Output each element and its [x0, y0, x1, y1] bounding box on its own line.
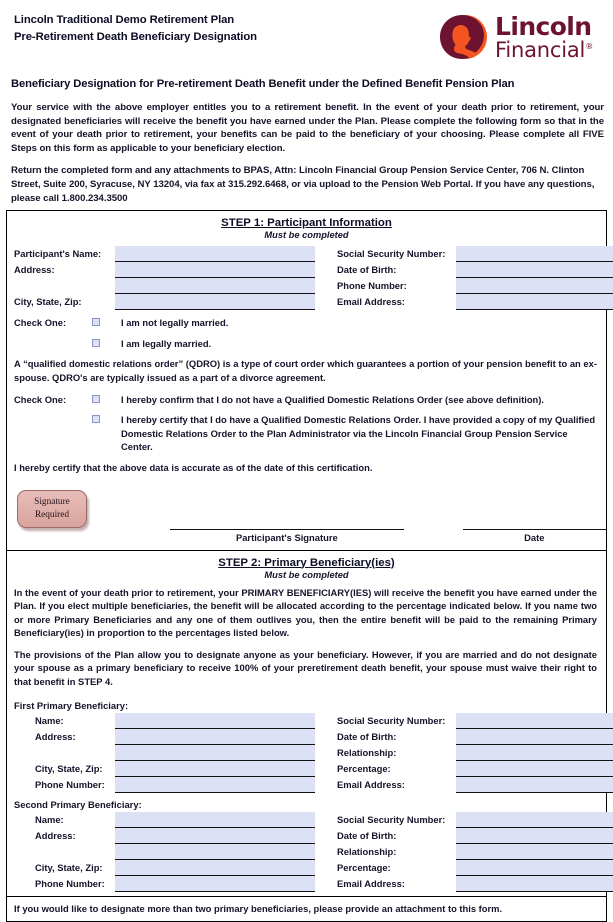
- label-bene2-name: Name:: [35, 813, 64, 825]
- label-email-address: Email Address:: [337, 296, 405, 308]
- label-city-state-zip: City, State, Zip:: [14, 296, 82, 308]
- input-bene1-phone-number[interactable]: [115, 777, 315, 793]
- grid-gap: [315, 828, 337, 844]
- label-bene2-city-state-zip: City, State, Zip:: [35, 861, 103, 873]
- intro-section: [0, 78, 613, 205]
- label-bene2-phone-number: Phone Number:: [35, 877, 105, 889]
- input-address-line-2[interactable]: [115, 278, 315, 294]
- input-bene2-date-of-birth[interactable]: [456, 828, 613, 844]
- logo-wordmark: [495, 13, 593, 61]
- input-bene1-ssn[interactable]: [456, 713, 613, 729]
- input-city-state-zip[interactable]: [115, 294, 315, 310]
- label-bene1-relationship: Relationship:: [337, 746, 397, 758]
- grid-gap: [315, 860, 337, 876]
- label-bene2-address-continued: [14, 844, 115, 860]
- checkbox-not-legally-married[interactable]: [92, 318, 100, 326]
- signature-lines: [7, 529, 606, 543]
- label-bene1-name: Name:: [35, 714, 64, 726]
- signature-button-line-1: Signature: [34, 496, 70, 507]
- input-bene1-address-line-2[interactable]: [115, 745, 315, 761]
- participant-signature-caption: Participant's Signature: [235, 531, 338, 543]
- participant-signature-line-group: [170, 529, 404, 543]
- checkbox-row-married[interactable]: [14, 337, 597, 351]
- grid-gap: [315, 246, 337, 262]
- label-bene2-percentage: Percentage:: [337, 861, 391, 873]
- label-bene1-city-state-zip: City, State, Zip:: [35, 762, 103, 774]
- grid-gap: [315, 278, 337, 294]
- qdro-definition-text: A “qualified domestic relations order” (QDRO) is a type of court order which guarantees a portion of your pension benefit to an ex-spouse. QDRO's are typically issued as a part of a divorce agreement.: [14, 358, 597, 383]
- input-bene1-percentage[interactable]: [456, 761, 613, 777]
- input-bene1-address-line-1[interactable]: [115, 729, 315, 745]
- step-2-subtitle: Must be completed: [264, 569, 349, 580]
- intro-heading: Beneficiary Designation for Pre-retirement Death Benefit under the Defined Benefit Pension Plan: [11, 78, 515, 90]
- input-bene2-address-line-2[interactable]: [115, 844, 315, 860]
- input-bene2-city-state-zip[interactable]: [115, 860, 315, 876]
- grid-gap: [315, 729, 337, 745]
- input-phone-number[interactable]: [456, 278, 613, 294]
- label-bene1-date-of-birth: Date of Birth:: [337, 730, 397, 742]
- input-bene2-percentage[interactable]: [456, 860, 613, 876]
- date-line-group: [463, 529, 606, 543]
- checkbox-row-has-qdro[interactable]: [14, 413, 597, 454]
- logo-word-financial: Financial®: [495, 38, 593, 62]
- label-bene1-ssn: Social Security Number:: [337, 714, 446, 726]
- checkbox-row-no-qdro[interactable]: [14, 393, 597, 407]
- input-bene1-date-of-birth[interactable]: [456, 729, 613, 745]
- label-bene2-address: Address:: [35, 829, 76, 841]
- label-bene1-address-continued: [14, 745, 115, 761]
- grid-gap: [315, 777, 337, 793]
- input-bene2-ssn[interactable]: [456, 812, 613, 828]
- checkbox-label-not-legally-married: I am not legally married.: [121, 317, 229, 329]
- certification-text: I hereby certify that the above data is accurate as of the date of this certification.: [14, 461, 373, 473]
- checkbox-no-qdro[interactable]: [92, 395, 100, 403]
- participant-info-grid: [7, 246, 606, 310]
- step-2-box: [6, 551, 607, 922]
- input-bene2-address-line-1[interactable]: [115, 828, 315, 844]
- grid-gap: [315, 844, 337, 860]
- label-bene1-percentage: Percentage:: [337, 762, 391, 774]
- second-beneficiary-grid: [7, 812, 606, 892]
- grid-gap: [315, 761, 337, 777]
- checkbox-label-no-qdro: I hereby confirm that I do not have a Qualified Domestic Relations Order (see above definition).: [121, 393, 544, 405]
- header-titles: [14, 9, 257, 45]
- check-one-label-qdro: Check One:: [14, 393, 67, 405]
- step-2-paragraph-1: In the event of your death prior to retirement, your PRIMARY BENEFICIARY(IES) will receive the benefit you have earned under the Plan. If you elect multiple beneficiaries, the benefit will be allocated according to the percentage indicated below. If you name two or more Primary Beneficiaries and any one of them outlives you, then the entire benefit will be paid to the remaining Primary Beneficiary(ies) in proportion to the percentages listed below.: [14, 586, 597, 639]
- intro-paragraph-2: Return the completed form and any attachments to BPAS, Attn: Lincoln Financial Group Pension Service Center, 706 N. Clinton Street, Suite 200, Syracuse, NY 13204, via fax at 315.292.6468, or via upload to the Pension Web Portal. If you have any questions, please call 1.800.234.3500: [11, 165, 595, 204]
- lincoln-financial-logo: [436, 9, 601, 63]
- label-participant-name: Participant's Name:: [14, 248, 102, 260]
- label-bene2-relationship: Relationship:: [337, 845, 397, 857]
- lincoln-portrait-icon: [436, 11, 488, 63]
- intro-paragraph-1: Your service with the above employer entitles you to a retirement benefit. In the event of your death prior to retirement, your designated beneficiaries will receive the benefit you have earned under the Plan. Please complete the following form so that in the event of your death prior to retirement, your benefits can be paid to the beneficiary of your choosing. Please complete all FIVE Steps on this form as applicable to your beneficiary election.: [11, 102, 604, 154]
- label-address-continued: [14, 278, 115, 294]
- signature-required-button[interactable]: [17, 490, 87, 528]
- label-bene2-ssn: Social Security Number:: [337, 813, 446, 825]
- input-bene1-city-state-zip[interactable]: [115, 761, 315, 777]
- date-caption: Date: [524, 531, 545, 543]
- signature-button-line-2: Required: [34, 509, 70, 520]
- input-date-of-birth[interactable]: [456, 262, 613, 278]
- step-1-box: [6, 210, 607, 550]
- input-bene1-email-address[interactable]: [456, 777, 613, 793]
- step-1-title: STEP 1: Participant Information: [221, 217, 392, 230]
- label-bene2-date-of-birth: Date of Birth:: [337, 829, 397, 841]
- registered-mark-icon: ®: [585, 42, 593, 51]
- label-ssn: Social Security Number:: [337, 248, 446, 260]
- input-bene2-relationship[interactable]: [456, 844, 613, 860]
- input-bene2-phone-number[interactable]: [115, 876, 315, 892]
- grid-gap: [315, 713, 337, 729]
- input-participant-name[interactable]: [115, 246, 315, 262]
- signature-area: [7, 483, 606, 545]
- first-beneficiary-heading: First Primary Beneficiary:: [14, 699, 129, 711]
- checkbox-label-has-qdro: I hereby certify that I do have a Qualified Domestic Relations Order. I have provided a copy of my Qualified Domestic Relations Order to the Plan Administrator via the Lincoln Financial Group Pension Service Center.: [121, 414, 596, 453]
- grid-gap: [315, 262, 337, 278]
- grid-gap: [315, 876, 337, 892]
- input-bene1-name[interactable]: [115, 713, 315, 729]
- input-ssn[interactable]: [456, 246, 613, 262]
- step-2-footnote: If you would like to designate more than two primary beneficiaries, please provide an attachment to this form.: [7, 896, 606, 916]
- page-header: [0, 0, 613, 70]
- label-bene1-address: Address:: [35, 730, 76, 742]
- qdro-check-area: [7, 393, 606, 454]
- label-bene1-phone-number: Phone Number:: [35, 778, 105, 790]
- grid-gap: [315, 812, 337, 828]
- form-name: Pre-Retirement Death Beneficiary Designation: [14, 30, 257, 43]
- step-2-title: STEP 2: Primary Beneficiary(ies): [218, 556, 395, 569]
- step-2-paragraph-2: The provisions of the Plan allow you to designate anyone as your beneficiary. However, if you are married and do not designate your spouse as a primary beneficiary to receive 100% of your preretirement death benefit, your spouse must waive their right to that benefit in STEP 4.: [14, 648, 597, 688]
- label-date-of-birth: Date of Birth:: [337, 264, 397, 276]
- input-bene2-email-address[interactable]: [456, 876, 613, 892]
- plan-name: Lincoln Traditional Demo Retirement Plan: [14, 14, 235, 26]
- label-address: Address:: [14, 264, 55, 276]
- checkbox-label-legally-married: I am legally married.: [121, 337, 212, 349]
- input-email-address[interactable]: [456, 294, 613, 310]
- logo-word-lincoln: Lincoln: [495, 12, 592, 41]
- grid-gap: [315, 745, 337, 761]
- label-bene1-email-address: Email Address:: [337, 778, 405, 790]
- input-bene2-name[interactable]: [115, 812, 315, 828]
- grid-gap: [315, 294, 337, 310]
- input-address-line-1[interactable]: [115, 262, 315, 278]
- label-phone-number: Phone Number:: [337, 280, 407, 292]
- step-1-subtitle: Must be completed: [264, 230, 349, 241]
- first-beneficiary-grid: [7, 713, 606, 793]
- second-beneficiary-heading: Second Primary Beneficiary:: [14, 798, 142, 810]
- input-bene1-relationship[interactable]: [456, 745, 613, 761]
- check-one-label-marital: Check One:: [14, 317, 67, 329]
- marital-status-check-area: [7, 310, 606, 350]
- checkbox-legally-married[interactable]: [92, 339, 100, 347]
- checkbox-row-not-married[interactable]: [14, 316, 597, 330]
- checkbox-has-qdro[interactable]: [92, 415, 100, 423]
- label-bene2-email-address: Email Address:: [337, 877, 405, 889]
